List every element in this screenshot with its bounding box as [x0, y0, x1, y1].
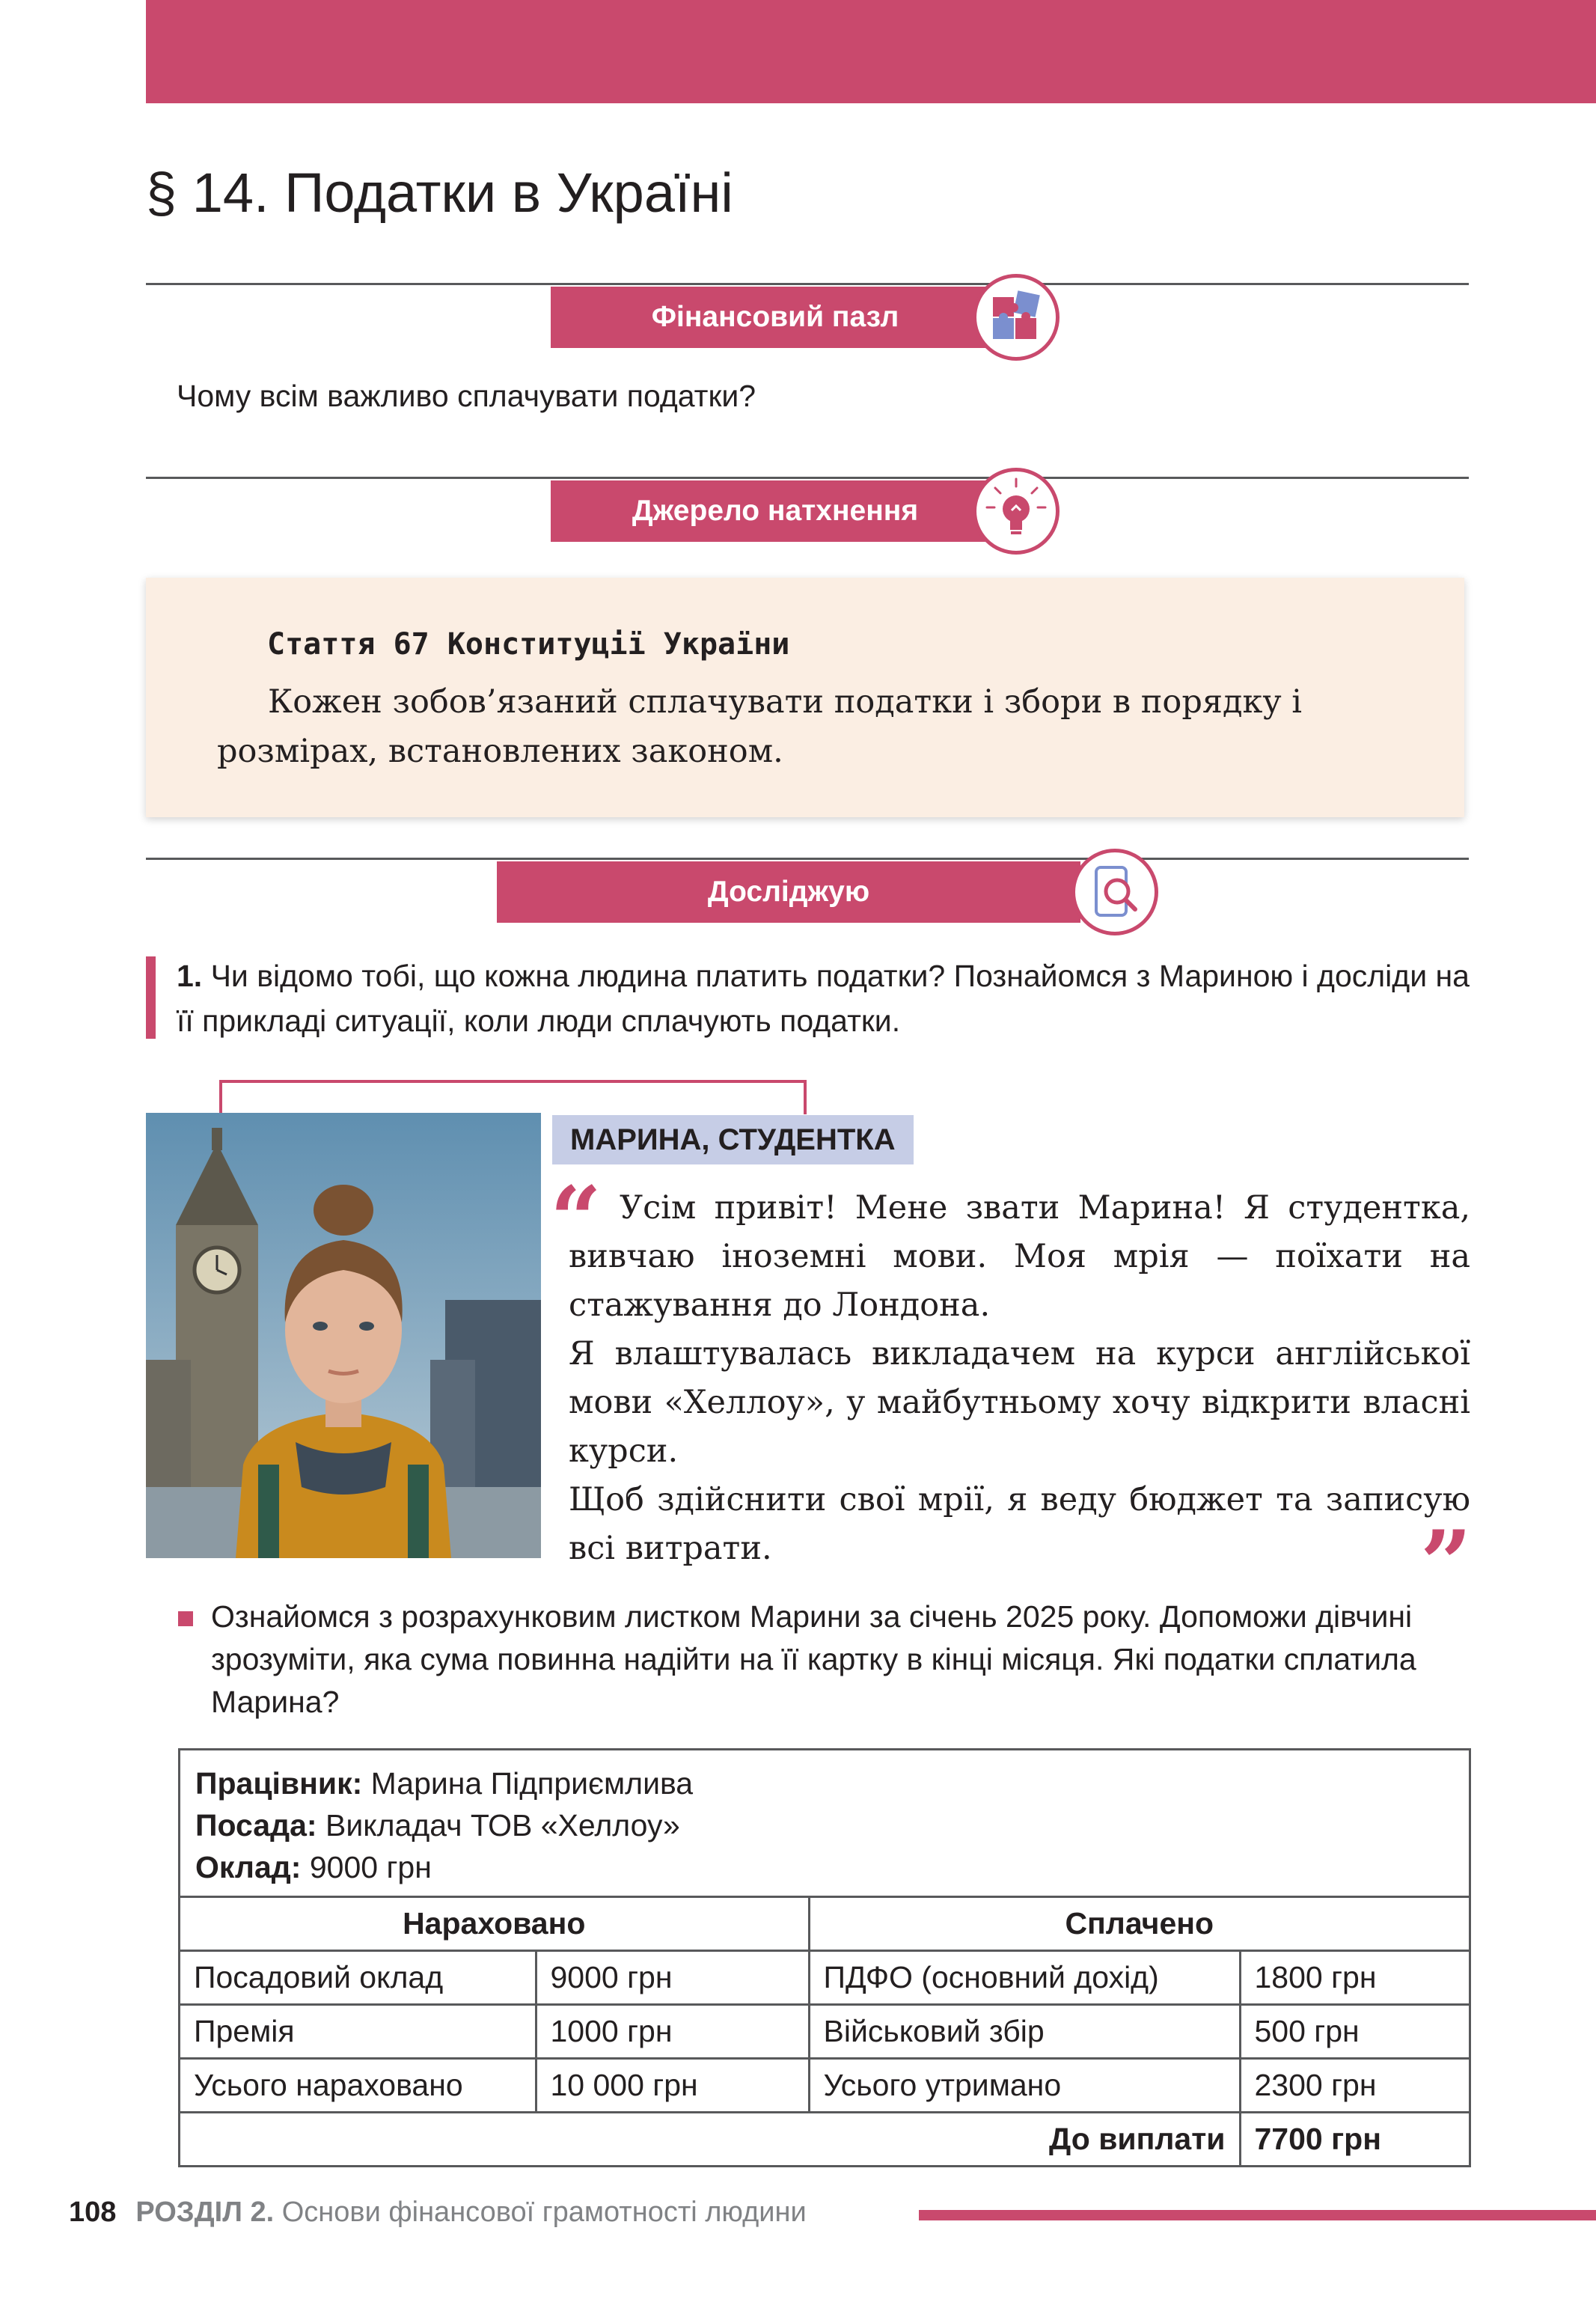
- paid-value: 500 грн: [1240, 2005, 1469, 2059]
- photo-frame: [219, 1080, 807, 1114]
- lightbulb-icon: [973, 468, 1060, 555]
- table-row: [180, 1951, 1469, 2005]
- position-value: Викладач ТОВ «Хеллоу»: [325, 1808, 680, 1843]
- accrued-name: Посадовий оклад: [180, 1951, 536, 2005]
- payslip-grid: [180, 1898, 1469, 2165]
- task-text: [177, 953, 1471, 1043]
- character-speech: [569, 1184, 1470, 1573]
- page-number: 108: [69, 2196, 117, 2228]
- table-row: [180, 2005, 1469, 2059]
- paid-name: Усього утримано: [809, 2059, 1240, 2113]
- paid-header: Сплачено: [809, 1898, 1469, 1951]
- section-label-explore: Досліджую: [497, 861, 1080, 923]
- quote-title: Стаття 67 Конституції України: [267, 627, 790, 662]
- task-number: 1.: [177, 959, 203, 993]
- speech-paragraph: Щоб здійснити свої мрії, я веду бюджет та записую всі витрати.: [569, 1481, 1470, 1567]
- divider: [146, 858, 1469, 860]
- table-row: [180, 2059, 1469, 2113]
- section-label-inspiration: Джерело натхнення: [551, 480, 1000, 542]
- table-row-total: [180, 2113, 1469, 2166]
- page-footer: [69, 2196, 807, 2229]
- footer-bar: [919, 2210, 1596, 2220]
- speech-paragraph: Усім привіт! Мене звати Марина! Я студентка, вивчаю іноземні мови. Моя мрія — поїхати на стажування до Лондона.: [569, 1189, 1470, 1324]
- paid-value: 1800 грн: [1240, 1951, 1469, 2005]
- quote-text: Кожен зобов’язаний сплачувати податки і збори в порядку і розмірах, встановлених законом.: [217, 683, 1303, 770]
- puzzle-icon: [973, 274, 1060, 361]
- task-marker: [146, 956, 156, 1039]
- paid-value: 2300 грн: [1240, 2059, 1469, 2113]
- puzzle-question: Чому всім важливо сплачувати податки?: [177, 379, 756, 413]
- footer-subtitle: Основи фінансової грамотності людини: [281, 2196, 807, 2228]
- task-body: Чи відомо тобі, що кожна людина платить податки? Познайомся з Мариною і досліди на її прикладі ситуації, коли люди сплачують податки.: [177, 959, 1470, 1038]
- character-name-badge: МАРИНА, СТУДЕНТКА: [552, 1115, 914, 1164]
- divider: [146, 283, 1469, 285]
- employee-name: Марина Підприємлива: [370, 1766, 694, 1801]
- accrued-name: Усього нараховано: [180, 2059, 536, 2113]
- accrued-value: 1000 грн: [536, 2005, 809, 2059]
- student-photo: [146, 1113, 541, 1558]
- payslip-table: [178, 1748, 1471, 2167]
- close-quote-icon: ”: [1420, 1511, 1473, 1617]
- header-bar: [146, 0, 1596, 103]
- speech-paragraph: Я влаштувалась викладачем на курси англійської мови «Хеллоу», у майбутньому хочу відкрити власні курси.: [569, 1335, 1470, 1470]
- total-label: До виплати: [180, 2113, 1240, 2166]
- paid-name: ПДФО (основний дохід): [809, 1951, 1240, 2005]
- bullet-task: Ознайомся з розрахунковим листком Марини за січень 2025 року. Допоможи дівчині зрозуміти, яка сума повинна надійти на її картку в кінці місяця. Які податки сплатила Марина?: [211, 1599, 1416, 1719]
- payslip-header: [180, 1750, 1469, 1898]
- section-label-puzzle: Фінансовий пазл: [551, 287, 1000, 348]
- accrued-value: 9000 грн: [536, 1951, 809, 2005]
- page-title: § 14. Податки в Україні: [146, 162, 733, 224]
- total-value: 7700 грн: [1240, 2113, 1469, 2166]
- divider: [146, 477, 1469, 479]
- accrued-header: Нараховано: [180, 1898, 809, 1951]
- position-label: Посада:: [195, 1808, 317, 1843]
- footer-section: РОЗДІЛ 2.: [135, 2196, 275, 2228]
- bullet-marker: [178, 1611, 193, 1626]
- magnifier-phone-icon: [1071, 849, 1158, 935]
- employee-label: Працівник:: [195, 1766, 363, 1801]
- accrued-value: 10 000 грн: [536, 2059, 809, 2113]
- open-quote-icon: “: [550, 1167, 602, 1272]
- salary-value: 9000 грн: [309, 1850, 432, 1884]
- accrued-name: Премія: [180, 2005, 536, 2059]
- paid-name: Військовий збір: [809, 2005, 1240, 2059]
- salary-label: Оклад:: [195, 1850, 302, 1884]
